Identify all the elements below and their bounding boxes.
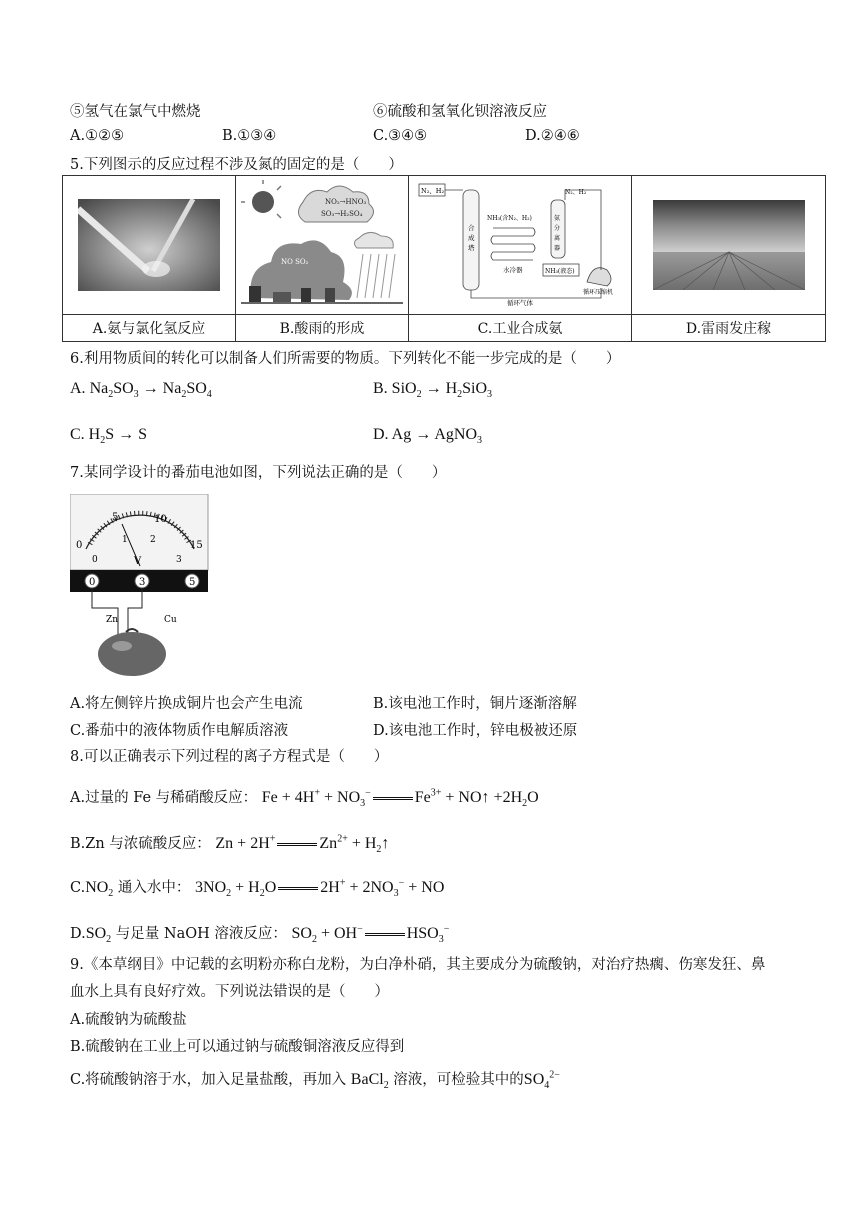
q8-option-a: [70, 786, 539, 810]
q8-b-label: B.Zn 与浓硫酸反应：: [70, 836, 211, 852]
q6-option-b: B. $SiO_2 \to H_2SiO_3$: [373, 380, 493, 401]
c-cycle: 循环气体: [507, 299, 533, 307]
meter-10: 10: [154, 514, 167, 525]
c-tower-2: 成: [468, 234, 475, 242]
cu-label: Cu: [164, 615, 177, 625]
q9-option-c: [70, 1068, 560, 1092]
meter-unit: V: [134, 556, 142, 567]
figure-b-cell: [236, 176, 409, 315]
q5-stem: 5.下列图示的反应过程不涉及氮的固定的是（ ）: [70, 157, 403, 173]
q9-stem-line2: 血水上具有良好疗效。下列说法错误的是（ ）: [70, 984, 389, 1000]
q8-option-c: [70, 876, 445, 900]
q7-option-b: B.该电池工作时，铜片逐渐溶解: [373, 696, 577, 712]
terminal-0: 0: [89, 577, 96, 588]
meter-low-0: 0: [92, 555, 98, 565]
q9-c-sulfate: $SO_4^{2-}$: [523, 1069, 560, 1092]
figure-d-cell: [632, 176, 826, 315]
q6-a-label: A.: [70, 380, 86, 397]
b-l3: NO SO₂: [281, 258, 309, 266]
q8-option-b: [70, 832, 390, 856]
c-sep-2: 分: [554, 225, 561, 232]
meter-low-3: 3: [176, 555, 182, 565]
q8-stem: 8.可以正确表示下列过程的离子方程式是（ ）: [70, 749, 389, 765]
q8-c-label: C.: [70, 880, 86, 896]
q8-c-equation: $3NO_2 + H_2O$ $2H^+ + 2NO_3^-$ + NO: [195, 877, 445, 900]
acid-rain-diagram: [241, 180, 403, 310]
meter-0: 0: [76, 540, 83, 551]
q6-b-label: B.: [373, 380, 388, 397]
meter-1: 1: [122, 535, 128, 545]
q7-option-c: C.番茄中的液体物质作电解质溶液: [70, 723, 289, 739]
q6-c-label: C.: [70, 426, 85, 443]
q6-option-d: D. Ag → AgNO$_3$: [373, 426, 483, 447]
c-mix: NH₃(含N₂、H₂): [487, 215, 532, 222]
caption-a: A.氨与氯化氢反应: [63, 315, 236, 342]
q9-option-b: B.硫酸钠在工业上可以通过钠与硫酸铜溶液反应得到: [70, 1039, 405, 1055]
caption-d: D.雷雨发庄稼: [632, 315, 826, 342]
c-sep-3: 离: [554, 235, 561, 242]
c-sep-1: 氨: [554, 215, 561, 222]
c-in: N₂、H₂: [421, 187, 445, 195]
c-tower: 合: [468, 224, 475, 232]
q8-d-species: $SO_2$: [85, 925, 112, 946]
caption-c: C.工业合成氨: [409, 315, 632, 342]
item-5: ⑤氢气在氯气中燃烧: [70, 104, 201, 120]
figure-c-cell: [409, 176, 632, 315]
q5-figure-table: [62, 175, 826, 342]
c-tower-3: 塔: [468, 244, 475, 252]
meter-5: 5: [112, 512, 119, 523]
meter-2: 2: [150, 535, 156, 545]
q8-d-equation: $SO_2 + OH^-$ $HSO_3^-$: [291, 923, 450, 946]
c-sep-4: 器: [554, 245, 561, 252]
q8-c-text: 通入水中：: [117, 880, 191, 896]
q8-d-label: D.: [70, 926, 86, 942]
ammonia-synthesis-diagram: [415, 180, 625, 310]
thunderstorm-field-photo: [653, 200, 805, 290]
q7-option-a: A.将左侧锌片换成铜片也会产生电流: [70, 696, 303, 712]
caption-b: B.酸雨的形成: [236, 315, 409, 342]
q8-a-equation: $Fe + 4H^+ + NO_3^-$ $Fe^{3+}$ + NO↑ $+2H_2O$: [261, 787, 539, 810]
q9-c-bacl2: BaCl$_2$: [350, 1071, 389, 1092]
meter-15: 15: [190, 540, 203, 551]
item-6: ⑥硫酸和氢氧化钡溶液反应: [373, 104, 547, 120]
c-outtop: N₂、H₂: [565, 189, 587, 196]
figure-a-cell: [63, 176, 236, 315]
q8-b-equation: Zn + 2H+ $Zn^{2+}$ + $H_2↑$: [215, 833, 390, 856]
b-l1: NO₂→HNO₃: [325, 198, 367, 206]
terminal-5: 5: [189, 577, 196, 588]
q9-c-text2: 溶液，可检验其中的: [393, 1072, 524, 1088]
option-b: B.①③④: [222, 128, 277, 144]
c-comp: 循环压缩机: [583, 289, 614, 296]
zn-label: Zn: [106, 615, 119, 625]
q9-c-text1: C.将硫酸钠溶于水，加入足量盐酸，再加入: [70, 1072, 347, 1088]
q8-c-species: $NO_2$: [85, 879, 114, 900]
ammonia-hcl-photo: [78, 199, 220, 291]
option-c: C.③④⑤: [373, 128, 428, 144]
option-a: A.①②⑤: [70, 128, 125, 144]
q6-stem: 6.利用物质间的转化可以制备人们所需要的物质。下列转化不能一步完成的是（ ）: [70, 351, 621, 367]
q6-option-c: C. $H_2S \to S$: [70, 426, 148, 447]
q6-d-label: D.: [373, 426, 389, 443]
tomato-battery-figure: [70, 494, 210, 678]
q8-option-d: [70, 922, 450, 946]
terminal-3: 3: [139, 577, 146, 588]
q7-stem: 7.某同学设计的番茄电池如图，下列说法正确的是（ ）: [70, 465, 447, 481]
q9-option-a: A.硫酸钠为硫酸盐: [70, 1012, 187, 1028]
q8-d-text: 与足量 NaOH 溶液反应：: [115, 926, 287, 942]
c-liquid: NH₃(液态): [545, 268, 575, 275]
q8-a-label: A.过量的 Fe 与稀硝酸反应：: [70, 790, 258, 806]
option-d: D.②④⑥: [525, 128, 580, 144]
q9-stem-line1: 9.《本草纲目》中记载的玄明粉亦称白龙粉，为白净朴硝，其主要成分为硫酸钠，对治疗热瘸、伤寒发狂、鼻: [70, 957, 766, 973]
q7-option-d: D.该电池工作时，锌电极被还原: [373, 723, 578, 739]
b-l2: SO₃→H₂SO₄: [321, 210, 363, 218]
c-cooler: 水冷器: [503, 266, 523, 274]
q6-option-a: A. $Na_2SO_3 \to Na_2SO_4$: [70, 380, 212, 401]
